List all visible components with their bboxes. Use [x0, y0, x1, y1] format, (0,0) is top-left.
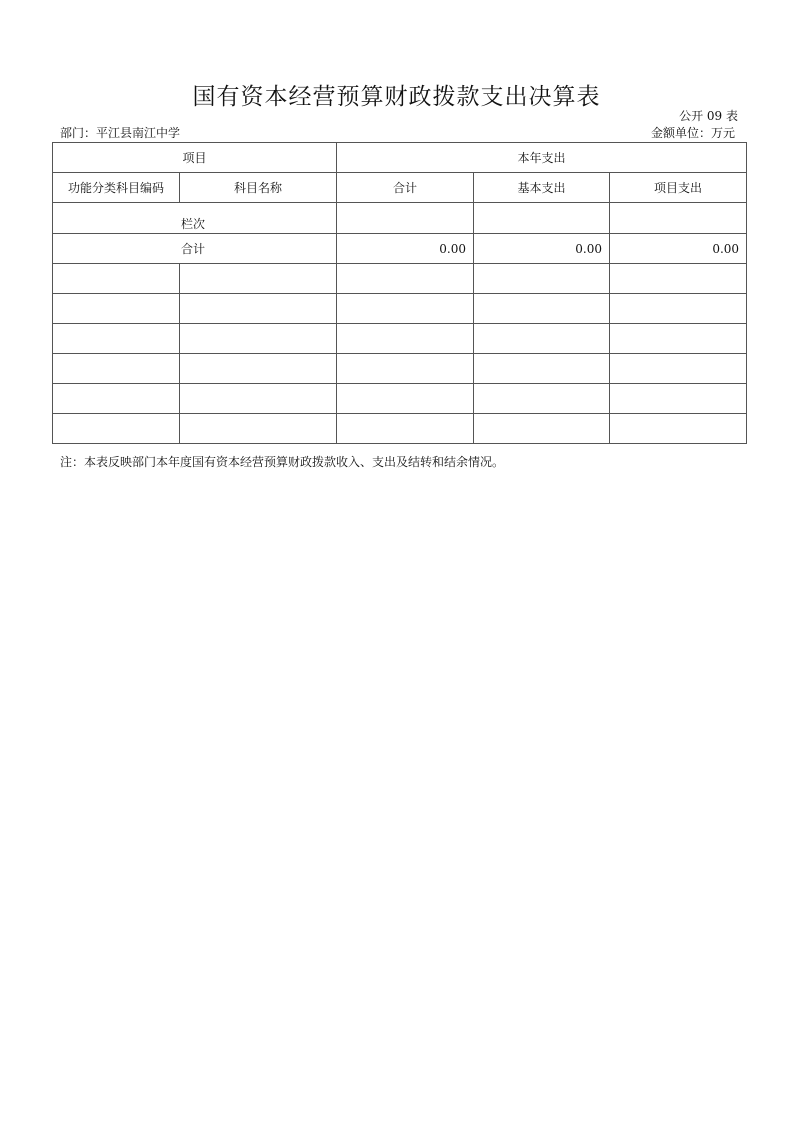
table-cell: [474, 203, 610, 234]
table-cell: [180, 384, 337, 414]
header-row-columns: [53, 173, 747, 203]
amount-unit-label: 金额单位：万元: [650, 126, 735, 140]
table-cell: [610, 414, 747, 444]
table-cell: [610, 294, 747, 324]
table-cell: [337, 264, 474, 294]
table-cell: [474, 384, 610, 414]
header-project-expenditure: 项目支出: [610, 173, 747, 203]
table-cell: [53, 264, 180, 294]
table-row: [53, 384, 747, 414]
table-row: [53, 294, 747, 324]
table-cell: [337, 384, 474, 414]
table-cell: [610, 384, 747, 414]
table-cell: [53, 414, 180, 444]
table-cell: [474, 324, 610, 354]
table-row: [53, 354, 747, 384]
table-cell: [180, 414, 337, 444]
total-row-label: 合计: [53, 234, 337, 264]
table-cell: [610, 203, 747, 234]
table-cell: [474, 414, 610, 444]
table-row: [53, 324, 747, 354]
header-row-group: [53, 143, 747, 173]
page-title: 国有资本经营预算财政拨款支出决算表: [192, 84, 601, 110]
row-lanci: [53, 203, 747, 234]
table-cell: [610, 264, 747, 294]
header-basic-expenditure: 基本支出: [474, 173, 610, 203]
header-subject-name: 科目名称: [180, 173, 337, 203]
form-code: 公开 09 表: [679, 109, 738, 123]
project-value: 0.00: [610, 234, 747, 264]
header-total: 合计: [337, 173, 474, 203]
table-note: 注：本表反映部门本年度国有资本经营预算财政拨款收入、支出及结转和结余情况。: [60, 455, 505, 469]
table-cell: [337, 354, 474, 384]
table-cell: [337, 324, 474, 354]
table-cell: [337, 294, 474, 324]
table-cell: [180, 264, 337, 294]
table-cell: [337, 414, 474, 444]
table-cell: [53, 294, 180, 324]
row-total: [53, 234, 747, 264]
basic-value: 0.00: [474, 234, 610, 264]
table-cell: [180, 324, 337, 354]
header-current-expenditure: 本年支出: [337, 143, 747, 173]
table-cell: [474, 354, 610, 384]
header-function-code: 功能分类科目编码: [53, 173, 180, 203]
expenditure-table: [52, 142, 747, 444]
table-cell: [180, 294, 337, 324]
table-cell: [180, 354, 337, 384]
table-row: [53, 264, 747, 294]
table-cell: [474, 294, 610, 324]
table-cell: [610, 354, 747, 384]
header-item: 项目: [53, 143, 337, 173]
table-row: [53, 414, 747, 444]
table-cell: [337, 203, 474, 234]
total-value: 0.00: [337, 234, 474, 264]
lanci-label: 栏次: [53, 203, 337, 234]
department-label: 部门：平江县南江中学: [60, 126, 181, 140]
table-cell: [474, 264, 610, 294]
table-cell: [610, 324, 747, 354]
table-cell: [53, 324, 180, 354]
table-cell: [53, 354, 180, 384]
table-cell: [53, 384, 180, 414]
